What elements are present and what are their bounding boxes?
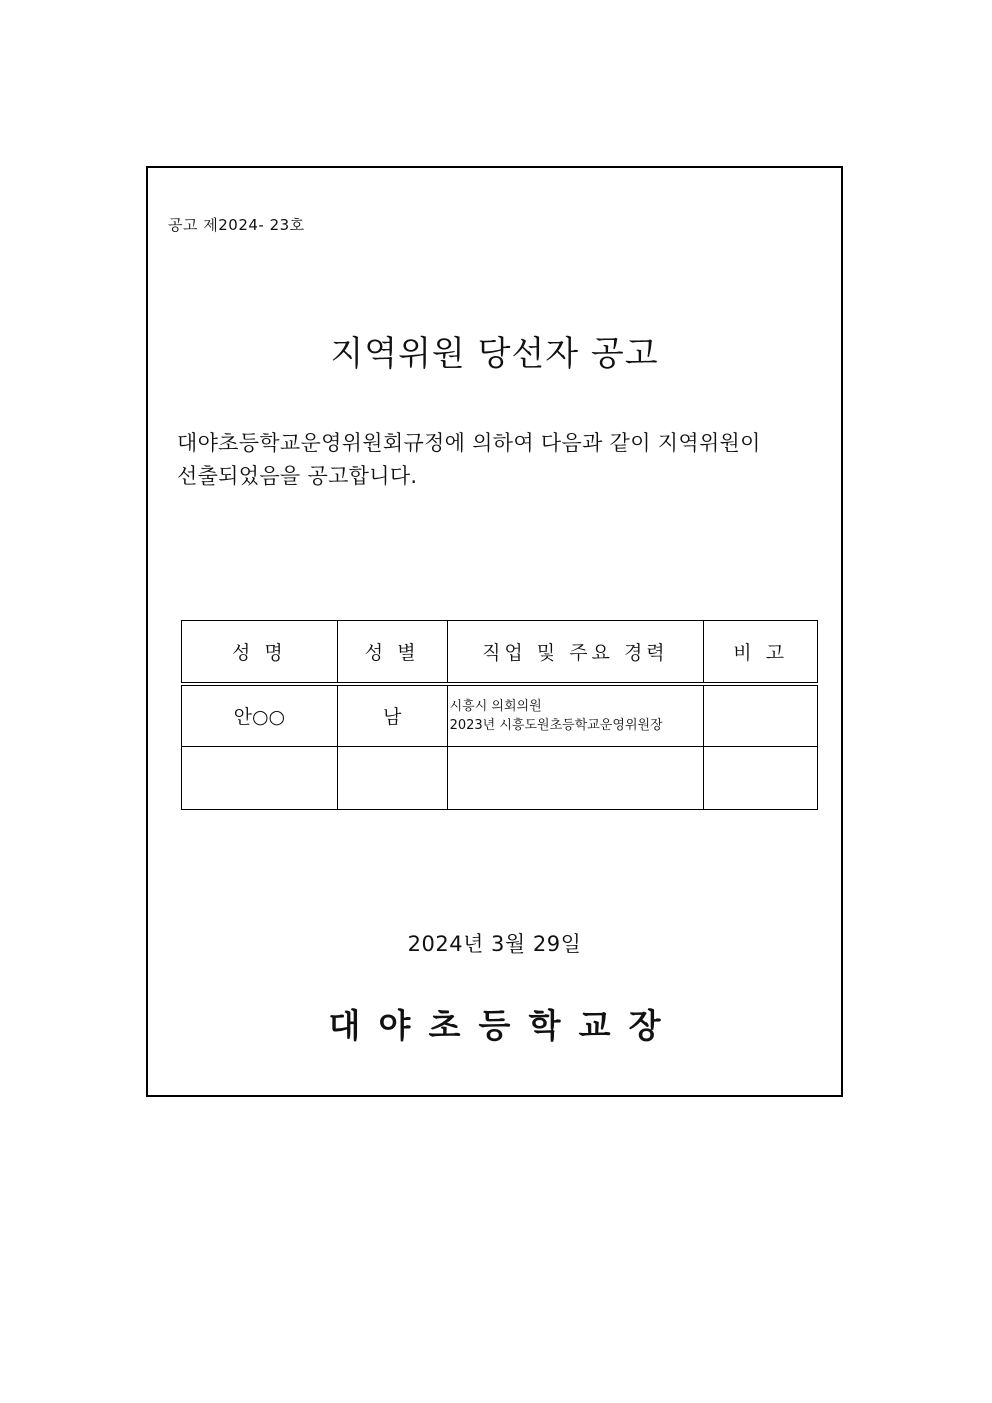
- cell-career: [447, 684, 704, 747]
- cell-name: 안○○: [182, 684, 338, 747]
- cell-career: [447, 747, 704, 810]
- notice-title: 지역위원 당선자 공고: [330, 334, 659, 374]
- header-name: 성 명: [182, 621, 338, 684]
- career-line-2: 2023년 시흥도원초등학교운영위원장: [449, 717, 663, 733]
- notice-date: 2024년 3월 29일: [407, 932, 582, 956]
- cell-note: [704, 747, 818, 810]
- notice-body: [177, 427, 820, 493]
- cell-name: [182, 747, 338, 810]
- header-note: 비 고: [704, 621, 818, 684]
- career-line-1: 시흥시 의회의원: [449, 698, 542, 714]
- cell-note: [704, 684, 818, 747]
- principal-signature: 대야초등학교장: [328, 1006, 679, 1045]
- elected-members-table: [181, 620, 818, 810]
- cell-gender: [337, 747, 447, 810]
- header-gender: 성 별: [337, 621, 447, 684]
- table-header-row: [182, 621, 818, 684]
- notice-body-line-2: 선출되었음을 공고합니다.: [177, 464, 418, 488]
- table-row: [182, 684, 818, 747]
- notice-frame: [146, 166, 843, 1097]
- notice-body-line-1: 대야초등학교운영위원회규정에 의하여 다음과 같이 지역위원이: [177, 431, 761, 455]
- notice-number: 공고 제2024- 23호: [168, 216, 305, 234]
- cell-gender: 남: [337, 684, 447, 747]
- header-career: 직업 및 주요 경력: [447, 621, 704, 684]
- table-row: [182, 747, 818, 810]
